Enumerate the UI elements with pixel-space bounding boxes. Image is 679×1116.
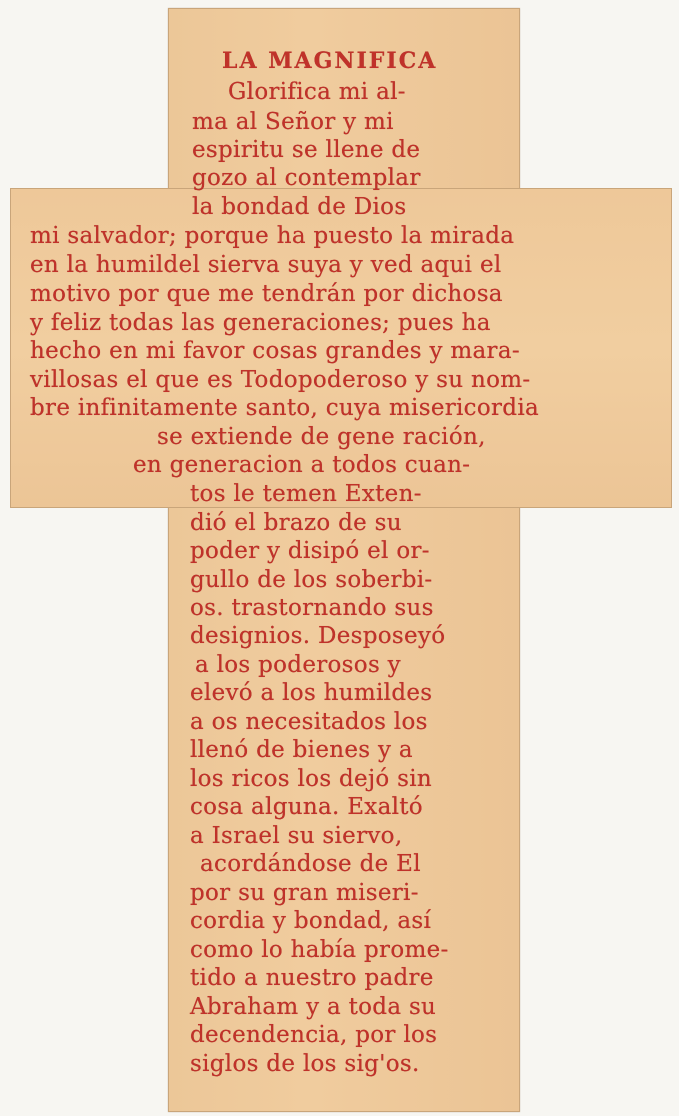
text-line: gozo al contemplar [192,165,421,191]
text-line: cordia y bondad, así [190,908,432,934]
text-line: por su gran miseri- [190,880,419,906]
text-line: bre infinitamente santo, cuya misericordia [30,395,539,421]
text-line: la bondad de Dios [192,194,407,220]
text-line: os. trastornando sus [190,595,434,621]
text-line: ma al Señor y mi [192,109,394,135]
card-title: LA MAGNIFICA [222,48,438,74]
text-line: acordándose de El [200,851,421,877]
text-line: como lo había prome- [190,937,449,963]
text-line: los ricos los dejó sin [190,766,433,792]
text-line: hecho en mi favor cosas grandes y mara- [30,338,520,364]
text-line: en generacion a todos cuan- [133,452,471,478]
text-line: tos le temen Exten- [190,481,422,507]
text-line: a los poderosos y [195,652,401,678]
text-line: y feliz todas las generaciones; pues ha [30,310,491,336]
text-line: poder y disipó el or- [190,538,430,564]
text-line: gullo de los soberbi- [190,567,433,593]
text-line: siglos de los sig'os. [190,1051,420,1077]
text-line: a os necesitados los [190,709,428,735]
text-line: Glorifica mi al- [228,79,406,105]
text-line: tido a nuestro padre [190,965,434,991]
text-line: llenó de bienes y a [190,737,413,763]
text-line: a Israel su siervo, [190,823,403,849]
text-line: designios. Desposeyó [190,623,446,649]
text-line: villosas el que es Todopoderoso y su nom- [30,367,531,393]
text-line: elevó a los humildes [190,680,433,706]
text-line: decendencia, por los [190,1022,438,1048]
text-line: en la humildel sierva suya y ved aqui el [30,252,502,278]
text-line: Abraham y a toda su [190,994,437,1020]
text-line: mi salvador; porque ha puesto la mirada [30,223,515,249]
text-line: motivo por que me tendrán por dichosa [30,281,503,307]
text-line: dió el brazo de su [190,510,402,536]
text-line: cosa alguna. Exaltó [190,794,423,820]
text-line: espiritu se llene de [192,137,421,163]
text-line: se extiende de gene ración, [157,424,486,450]
